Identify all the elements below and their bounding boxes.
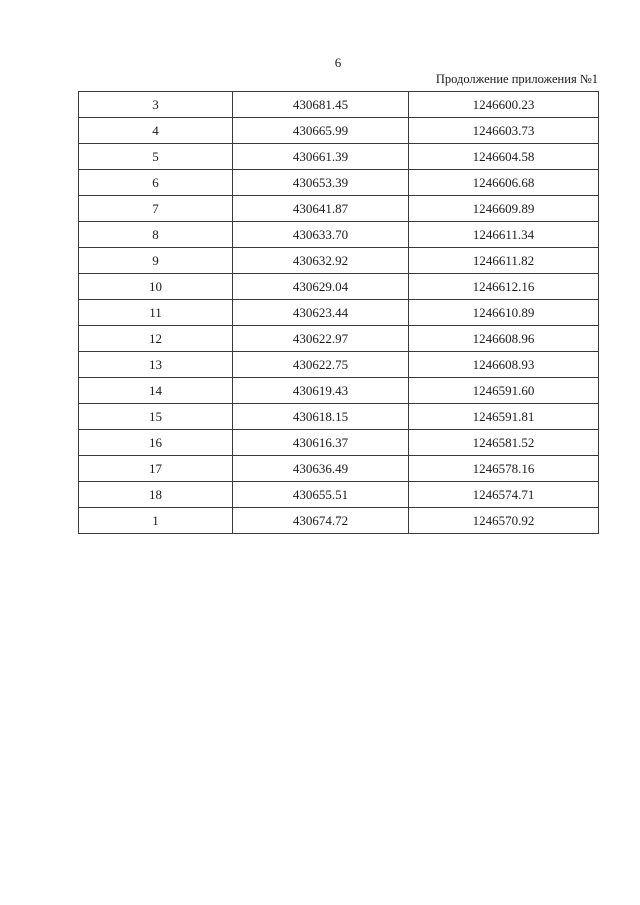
- table-row: [79, 248, 599, 274]
- y-coordinate-cell: 1246578.16: [409, 456, 599, 482]
- point-number-cell: 9: [79, 248, 233, 274]
- y-coordinate-cell: 1246611.82: [409, 248, 599, 274]
- table-row: [79, 404, 599, 430]
- y-coordinate-cell: 1246611.34: [409, 222, 599, 248]
- x-coordinate-cell: 430629.04: [233, 274, 409, 300]
- point-number-cell: 5: [79, 144, 233, 170]
- x-coordinate-cell: 430622.97: [233, 326, 409, 352]
- table-row: [79, 222, 599, 248]
- point-number-cell: 8: [79, 222, 233, 248]
- y-coordinate-cell: 1246591.60: [409, 378, 599, 404]
- point-number-cell: 13: [79, 352, 233, 378]
- x-coordinate-cell: 430665.99: [233, 118, 409, 144]
- table-row: [79, 144, 599, 170]
- y-coordinate-cell: 1246570.92: [409, 508, 599, 534]
- x-coordinate-cell: 430661.39: [233, 144, 409, 170]
- x-coordinate-cell: 430618.15: [233, 404, 409, 430]
- y-coordinate-cell: 1246591.81: [409, 404, 599, 430]
- table-row: [79, 196, 599, 222]
- point-number-cell: 11: [79, 300, 233, 326]
- x-coordinate-cell: 430641.87: [233, 196, 409, 222]
- table-row: [79, 326, 599, 352]
- y-coordinate-cell: 1246609.89: [409, 196, 599, 222]
- table-row: [79, 274, 599, 300]
- x-coordinate-cell: 430619.43: [233, 378, 409, 404]
- point-number-cell: 4: [79, 118, 233, 144]
- coordinates-table-body: [79, 92, 599, 534]
- point-number-cell: 1: [79, 508, 233, 534]
- x-coordinate-cell: 430636.49: [233, 456, 409, 482]
- point-number-cell: 18: [79, 482, 233, 508]
- table-row: [79, 352, 599, 378]
- table-row: [79, 482, 599, 508]
- point-number-cell: 10: [79, 274, 233, 300]
- table-row: [79, 456, 599, 482]
- point-number-cell: 15: [79, 404, 233, 430]
- y-coordinate-cell: 1246606.68: [409, 170, 599, 196]
- y-coordinate-cell: 1246600.23: [409, 92, 599, 118]
- y-coordinate-cell: 1246608.93: [409, 352, 599, 378]
- x-coordinate-cell: 430681.45: [233, 92, 409, 118]
- y-coordinate-cell: 1246603.73: [409, 118, 599, 144]
- x-coordinate-cell: 430616.37: [233, 430, 409, 456]
- table-row: [79, 508, 599, 534]
- page-number: 6: [334, 55, 342, 70]
- point-number-cell: 17: [79, 456, 233, 482]
- coordinates-table: [78, 91, 599, 534]
- point-number-cell: 16: [79, 430, 233, 456]
- y-coordinate-cell: 1246608.96: [409, 326, 599, 352]
- table-row: [79, 378, 599, 404]
- point-number-cell: 3: [79, 92, 233, 118]
- y-coordinate-cell: 1246574.71: [409, 482, 599, 508]
- x-coordinate-cell: 430623.44: [233, 300, 409, 326]
- table-row: [79, 170, 599, 196]
- table-row: [79, 118, 599, 144]
- x-coordinate-cell: 430655.51: [233, 482, 409, 508]
- x-coordinate-cell: 430674.72: [233, 508, 409, 534]
- point-number-cell: 7: [79, 196, 233, 222]
- table-row: [79, 92, 599, 118]
- y-coordinate-cell: 1246581.52: [409, 430, 599, 456]
- y-coordinate-cell: 1246604.58: [409, 144, 599, 170]
- x-coordinate-cell: 430622.75: [233, 352, 409, 378]
- x-coordinate-cell: 430632.92: [233, 248, 409, 274]
- point-number-cell: 14: [79, 378, 233, 404]
- appendix-continuation-note: Продолжение приложения №1: [435, 72, 598, 86]
- table-row: [79, 430, 599, 456]
- y-coordinate-cell: 1246612.16: [409, 274, 599, 300]
- point-number-cell: 6: [79, 170, 233, 196]
- x-coordinate-cell: 430653.39: [233, 170, 409, 196]
- table-row: [79, 300, 599, 326]
- x-coordinate-cell: 430633.70: [233, 222, 409, 248]
- y-coordinate-cell: 1246610.89: [409, 300, 599, 326]
- point-number-cell: 12: [79, 326, 233, 352]
